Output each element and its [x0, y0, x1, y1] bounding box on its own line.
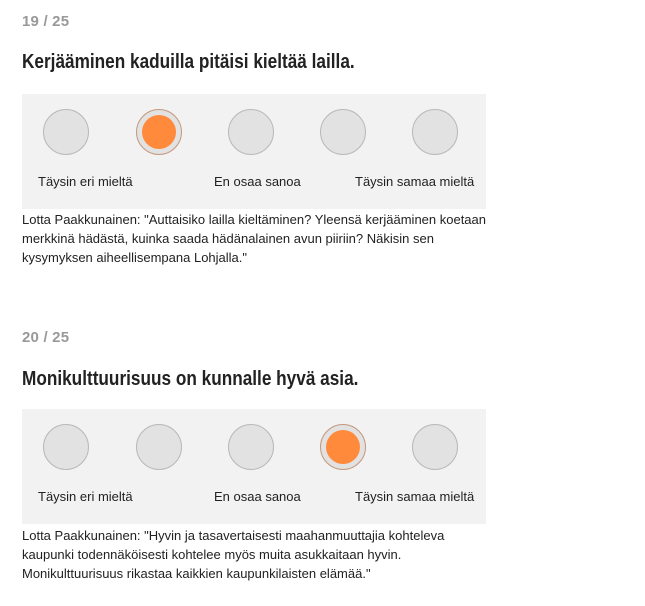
question-title: Kerjääminen kaduilla pitäisi kieltää laillа.	[22, 51, 355, 73]
candidate-comment: Lotta Paakkunainen: "Hyvin ja tasavertaisesti maahanmuuttajia kohteleva kaupunki todennäköisesti kohtelee myös muita asukkaitaan hyvin. Monikulttuurisuus rikastaa kaikkien kaupunkilaisten elämää."	[22, 528, 445, 581]
option-3-radio[interactable]	[228, 424, 274, 470]
scale-label-right: Täysin samaa mieltä	[355, 174, 475, 189]
option-5-radio[interactable]	[412, 424, 458, 470]
option-1-radio[interactable]	[43, 424, 89, 470]
option-1-radio[interactable]	[43, 109, 89, 155]
option-2-radio[interactable]	[136, 424, 182, 470]
answer-scale	[22, 409, 486, 524]
scale-label-middle: En osaa sanoa	[214, 174, 301, 189]
option-3-radio[interactable]	[228, 109, 274, 155]
answer-scale	[22, 94, 486, 209]
option-4-radio[interactable]	[320, 109, 366, 155]
selected-dot-icon	[326, 430, 360, 464]
option-2-radio-selected[interactable]	[136, 109, 182, 155]
scale-label-middle: En osaa sanoa	[214, 489, 301, 504]
question-title: Monikulttuurisuus on kunnalle hyvä asia.	[22, 368, 359, 390]
candidate-comment: Lotta Paakkunainen: "Auttaisiko lailla kieltäminen? Yleensä kerjääminen koetaan merkkinä hädästä, kuinka saada hädänalainen avun piiriin? Näkisin sen kysymyksen aiheellisempana Lohjalla."	[22, 212, 487, 265]
scale-label-left: Täysin eri mieltä	[38, 174, 133, 189]
question-counter: 20 / 25	[22, 329, 70, 346]
selected-dot-icon	[142, 115, 176, 149]
scale-label-left: Täysin eri mieltä	[38, 489, 133, 504]
question-counter: 19 / 25	[22, 13, 70, 30]
option-4-radio-selected[interactable]	[320, 424, 366, 470]
option-5-radio[interactable]	[412, 109, 458, 155]
scale-label-right: Täysin samaa mieltä	[355, 489, 475, 504]
